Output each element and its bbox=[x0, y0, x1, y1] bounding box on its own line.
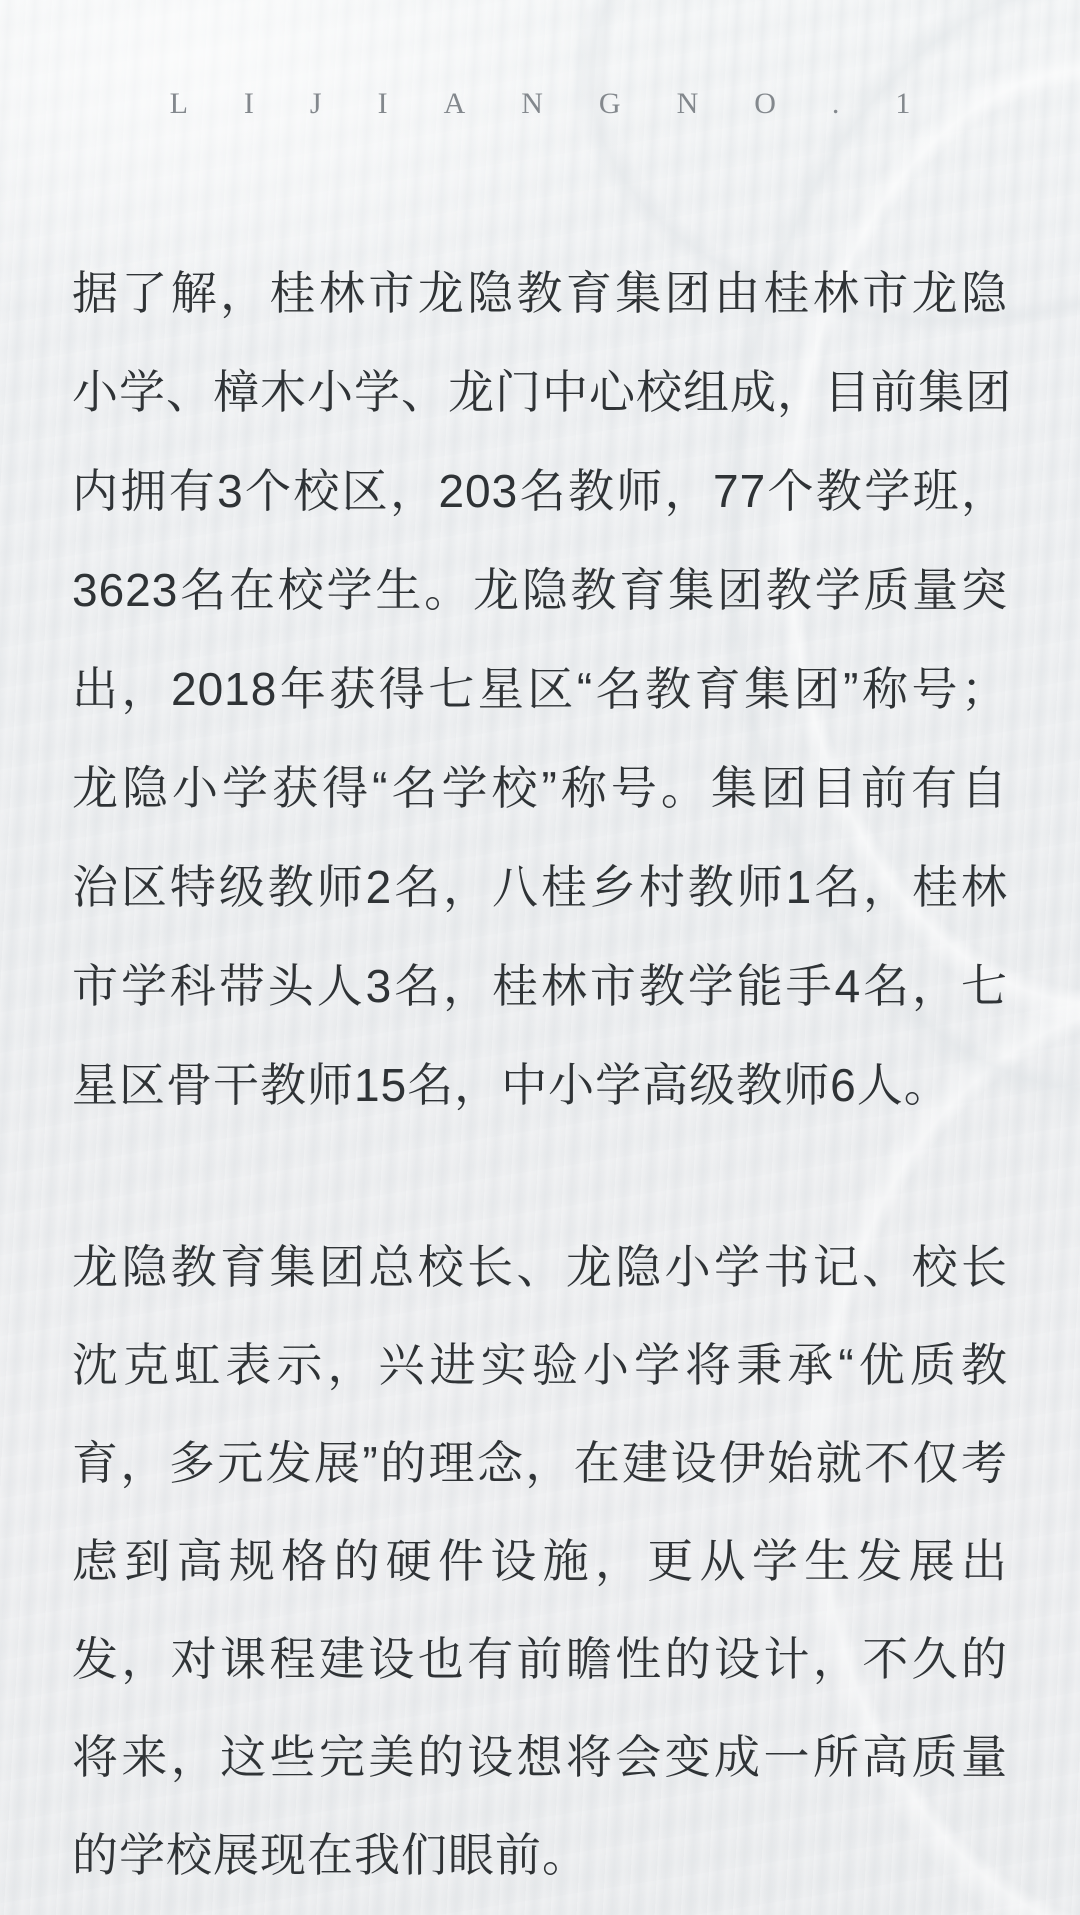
text-line: 的学校展现在我们眼前。 bbox=[72, 1829, 589, 1881]
text-line: 龙隐教育集团总校长、龙隐小学书记、校长 bbox=[72, 1241, 1008, 1293]
text-line: 市学科带头人3名，桂林市教学能手4名，七 bbox=[72, 960, 1008, 1012]
paragraph-principal-quote bbox=[72, 1218, 1008, 1904]
text-line: 3623名在校学生。龙隐教育集团教学质量突 bbox=[72, 564, 1008, 616]
text-line: 小学、樟木小学、龙门中心校组成，目前集团 bbox=[72, 366, 1012, 418]
text-line: 治区特级教师2名，八桂乡村教师1名，桂林 bbox=[72, 861, 1008, 913]
text-line: 龙隐小学获得“名学校”称号。集团目前有自 bbox=[72, 762, 1008, 814]
text-line: 将来，这些完美的设想将会变成一所高质量 bbox=[72, 1731, 1008, 1783]
text-line: 沈克虹表示，兴进实验小学将秉承“优质教 bbox=[72, 1339, 1008, 1391]
text-line: 育，多元发展”的理念，在建设伊始就不仅考 bbox=[72, 1437, 1008, 1489]
text-line: 发，对课程建设也有前瞻性的设计，不久的 bbox=[72, 1633, 1008, 1685]
brand-watermark: LIJIANGNO.1 bbox=[169, 87, 967, 120]
text-line: 出，2018年获得七星区“名教育集团”称号； bbox=[72, 663, 1008, 715]
paragraph-intro bbox=[72, 244, 1012, 1135]
text-line: 内拥有3个校区，203名教师，77个教学班， bbox=[72, 465, 1008, 517]
text-line: 星区骨干教师15名，中小学高级教师6人。 bbox=[72, 1059, 951, 1111]
text-line: 据了解，桂林市龙隐教育集团由桂林市龙隐 bbox=[72, 267, 1008, 319]
text-line: 虑到高规格的硬件设施，更从学生发展出 bbox=[72, 1535, 1008, 1587]
